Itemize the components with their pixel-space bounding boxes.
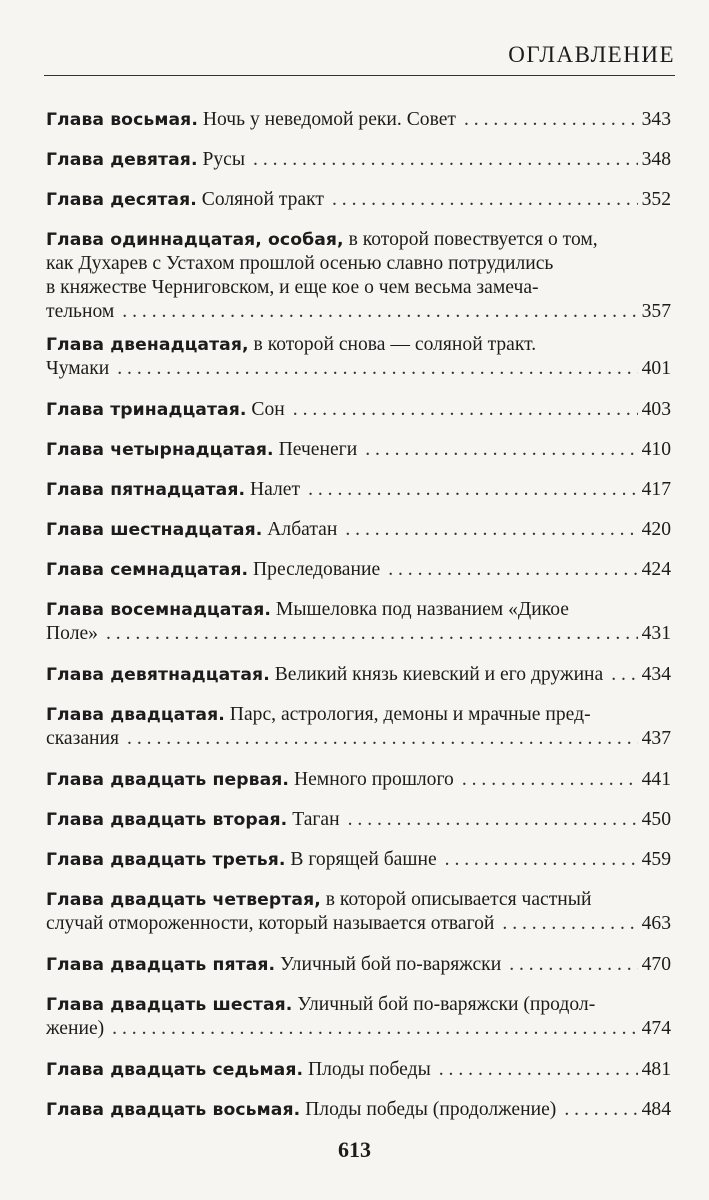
page-ref: 348	[641, 149, 671, 170]
dot-leader	[509, 953, 637, 977]
page-ref: 401	[641, 358, 671, 379]
entry-title-text: Уличный бой по-варяжски	[275, 954, 502, 975]
chapter-number: Глава двадцать седьмая.	[46, 1060, 304, 1080]
entry-last-line	[46, 188, 671, 212]
entry-last-line	[46, 622, 671, 646]
toc-entry	[46, 188, 671, 212]
dot-leader	[564, 1098, 637, 1122]
dot-leader	[439, 1058, 638, 1082]
entry-title-text: тельном	[46, 301, 115, 322]
entry-last-line	[46, 148, 671, 172]
page-ref: 463	[641, 913, 671, 934]
page-ref: 352	[641, 189, 671, 210]
chapter-number: Глава двадцать четвертая,	[46, 890, 321, 910]
chapter-number: Глава двадцатая.	[46, 705, 225, 725]
chapter-number: Глава восемнадцатая.	[46, 600, 271, 620]
entry-title-text: в княжестве Черниговском, и еще кое о чем весьма замеча-	[46, 277, 539, 298]
dot-leader	[464, 108, 638, 132]
entry-line	[46, 703, 671, 727]
page-ref: 420	[641, 519, 671, 540]
chapter-number: Глава двадцать третья.	[46, 850, 286, 870]
page-ref: 417	[641, 479, 671, 500]
toc-entry	[46, 1098, 671, 1122]
chapter-number: Глава двадцать первая.	[46, 770, 290, 790]
toc-entry	[46, 518, 671, 542]
dot-leader	[308, 478, 638, 502]
entry-title-text: Ночь у неведомой реки. Совет	[197, 109, 456, 130]
entry-last-line	[46, 300, 671, 324]
toc-entry	[46, 478, 671, 502]
entry-title-text: Русы	[197, 149, 246, 170]
entry-line	[46, 888, 671, 912]
dot-leader	[502, 912, 637, 936]
entry-last-line	[46, 848, 671, 872]
chapter-number: Глава десятая.	[46, 190, 197, 210]
toc-entry	[46, 438, 671, 462]
toc-entry	[46, 333, 671, 381]
section-header: ОГЛАВЛЕНИЕ	[508, 42, 675, 67]
entry-line	[46, 993, 671, 1017]
entry-line	[46, 276, 671, 300]
entry-line	[46, 598, 671, 622]
dot-leader	[348, 808, 638, 832]
entry-last-line	[46, 438, 671, 462]
dot-leader	[122, 300, 637, 324]
entry-title-text: Албатан	[262, 519, 338, 540]
dot-leader	[106, 622, 638, 646]
entry-title-text: случай отмороженности, который называется отвагой	[46, 913, 495, 934]
chapter-number: Глава восьмая.	[46, 110, 198, 130]
entry-last-line	[46, 398, 671, 422]
entry-title-text: Преследование	[248, 559, 381, 580]
page-ref: 424	[641, 559, 671, 580]
entry-last-line	[46, 1058, 671, 1082]
chapter-number: Глава четырнадцатая.	[46, 440, 274, 460]
entry-title-text: Поле»	[46, 623, 98, 644]
header-rule	[44, 75, 675, 76]
entry-line	[46, 252, 671, 276]
entry-last-line	[46, 663, 671, 687]
chapter-number: Глава двадцать пятая.	[46, 955, 276, 975]
entry-title-text: Плоды победы	[303, 1059, 431, 1080]
entry-title-text: Мышеловка под названием «Дикое	[271, 599, 569, 620]
chapter-number: Глава девятая.	[46, 150, 198, 170]
page-ref: 431	[641, 623, 671, 644]
entry-last-line	[46, 357, 671, 381]
page-ref: 403	[641, 399, 671, 420]
entry-title-text: в которой повествуется о том,	[343, 229, 598, 250]
entry-last-line	[46, 558, 671, 582]
dot-leader	[462, 768, 638, 792]
toc-entry	[46, 993, 671, 1041]
toc-entry	[46, 398, 671, 422]
page-ref: 474	[641, 1018, 671, 1039]
toc-entry	[46, 808, 671, 832]
entry-title-text: в которой описывается частный	[320, 889, 592, 910]
entry-last-line	[46, 808, 671, 832]
toc-entry	[46, 108, 671, 132]
entry-title-text: Плоды победы (продолжение)	[300, 1099, 557, 1120]
page-ref: 410	[641, 439, 671, 460]
entry-last-line	[46, 727, 671, 751]
page-number: 613	[338, 1137, 371, 1162]
toc-entry	[46, 768, 671, 792]
toc-entry	[46, 1058, 671, 1082]
dot-leader	[117, 357, 637, 381]
entry-line	[46, 228, 671, 252]
chapter-number: Глава шестнадцатая.	[46, 520, 263, 540]
entry-title-text: Соляной тракт	[196, 189, 324, 210]
page-ref: 441	[641, 769, 671, 790]
page-ref: 481	[641, 1059, 671, 1080]
chapter-number: Глава семнадцатая.	[46, 560, 249, 580]
page-ref: 434	[641, 664, 671, 685]
dot-leader	[127, 727, 638, 751]
chapter-number: Глава двадцать восьмая.	[46, 1100, 301, 1120]
entry-title-text: Таган	[287, 809, 340, 830]
dot-leader	[445, 848, 638, 872]
entry-title-text: Немного прошлого	[289, 769, 454, 790]
toc-entry	[46, 848, 671, 872]
page-ref: 357	[641, 301, 671, 322]
page-ref: 459	[641, 849, 671, 870]
entry-line	[46, 333, 671, 357]
dot-leader	[611, 663, 637, 687]
chapter-number: Глава двадцать шестая.	[46, 995, 293, 1015]
entry-title-text: Сон	[246, 399, 285, 420]
page-ref: 484	[641, 1099, 671, 1120]
entry-title-text: сказания	[46, 728, 120, 749]
entry-last-line	[46, 1098, 671, 1122]
chapter-number: Глава двенадцатая,	[46, 335, 249, 355]
entry-last-line	[46, 912, 671, 936]
entry-title-text: в которой снова — соляной тракт.	[248, 334, 537, 355]
chapter-number: Глава девятнадцатая.	[46, 665, 270, 685]
entry-title-text: жение)	[46, 1018, 105, 1039]
toc-entry	[46, 953, 671, 977]
entry-last-line	[46, 478, 671, 502]
toc-entry	[46, 663, 671, 687]
dot-leader	[345, 518, 637, 542]
dot-leader	[388, 558, 637, 582]
chapter-number: Глава одиннадцатая, особая,	[46, 230, 344, 250]
entry-title-text: как Духарев с Устахом прошлой осенью славно потрудились	[46, 253, 554, 274]
chapter-number: Глава тринадцатая.	[46, 400, 247, 420]
entry-title-text: Уличный бой по-варяжски (продол-	[292, 994, 596, 1015]
entry-title-text: Парс, астрология, демоны и мрачные пред-	[224, 704, 591, 725]
dot-leader	[293, 398, 638, 422]
entry-title-text: Налет	[245, 479, 301, 500]
toc-entry	[46, 888, 671, 936]
toc-entry	[46, 598, 671, 646]
page-ref: 450	[641, 809, 671, 830]
toc-entry	[46, 558, 671, 582]
dot-leader	[112, 1017, 637, 1041]
dot-leader	[365, 438, 637, 462]
page-ref: 343	[641, 109, 671, 130]
entry-title-text: Чумаки	[46, 358, 110, 379]
entry-title-text: В горящей башне	[285, 849, 437, 870]
toc-entry	[46, 148, 671, 172]
entry-last-line	[46, 518, 671, 542]
entry-last-line	[46, 953, 671, 977]
dot-leader	[253, 148, 638, 172]
entry-title-text: Великий князь киевский и его дружина	[269, 664, 604, 685]
page-ref: 470	[641, 954, 671, 975]
entry-last-line	[46, 1017, 671, 1041]
chapter-number: Глава пятнадцатая.	[46, 480, 246, 500]
page-ref: 437	[641, 728, 671, 749]
entry-last-line	[46, 768, 671, 792]
toc-entry	[46, 228, 671, 324]
dot-leader	[332, 188, 638, 212]
toc-entry	[46, 703, 671, 751]
chapter-number: Глава двадцать вторая.	[46, 810, 288, 830]
entry-last-line	[46, 108, 671, 132]
entry-title-text: Печенеги	[273, 439, 358, 460]
